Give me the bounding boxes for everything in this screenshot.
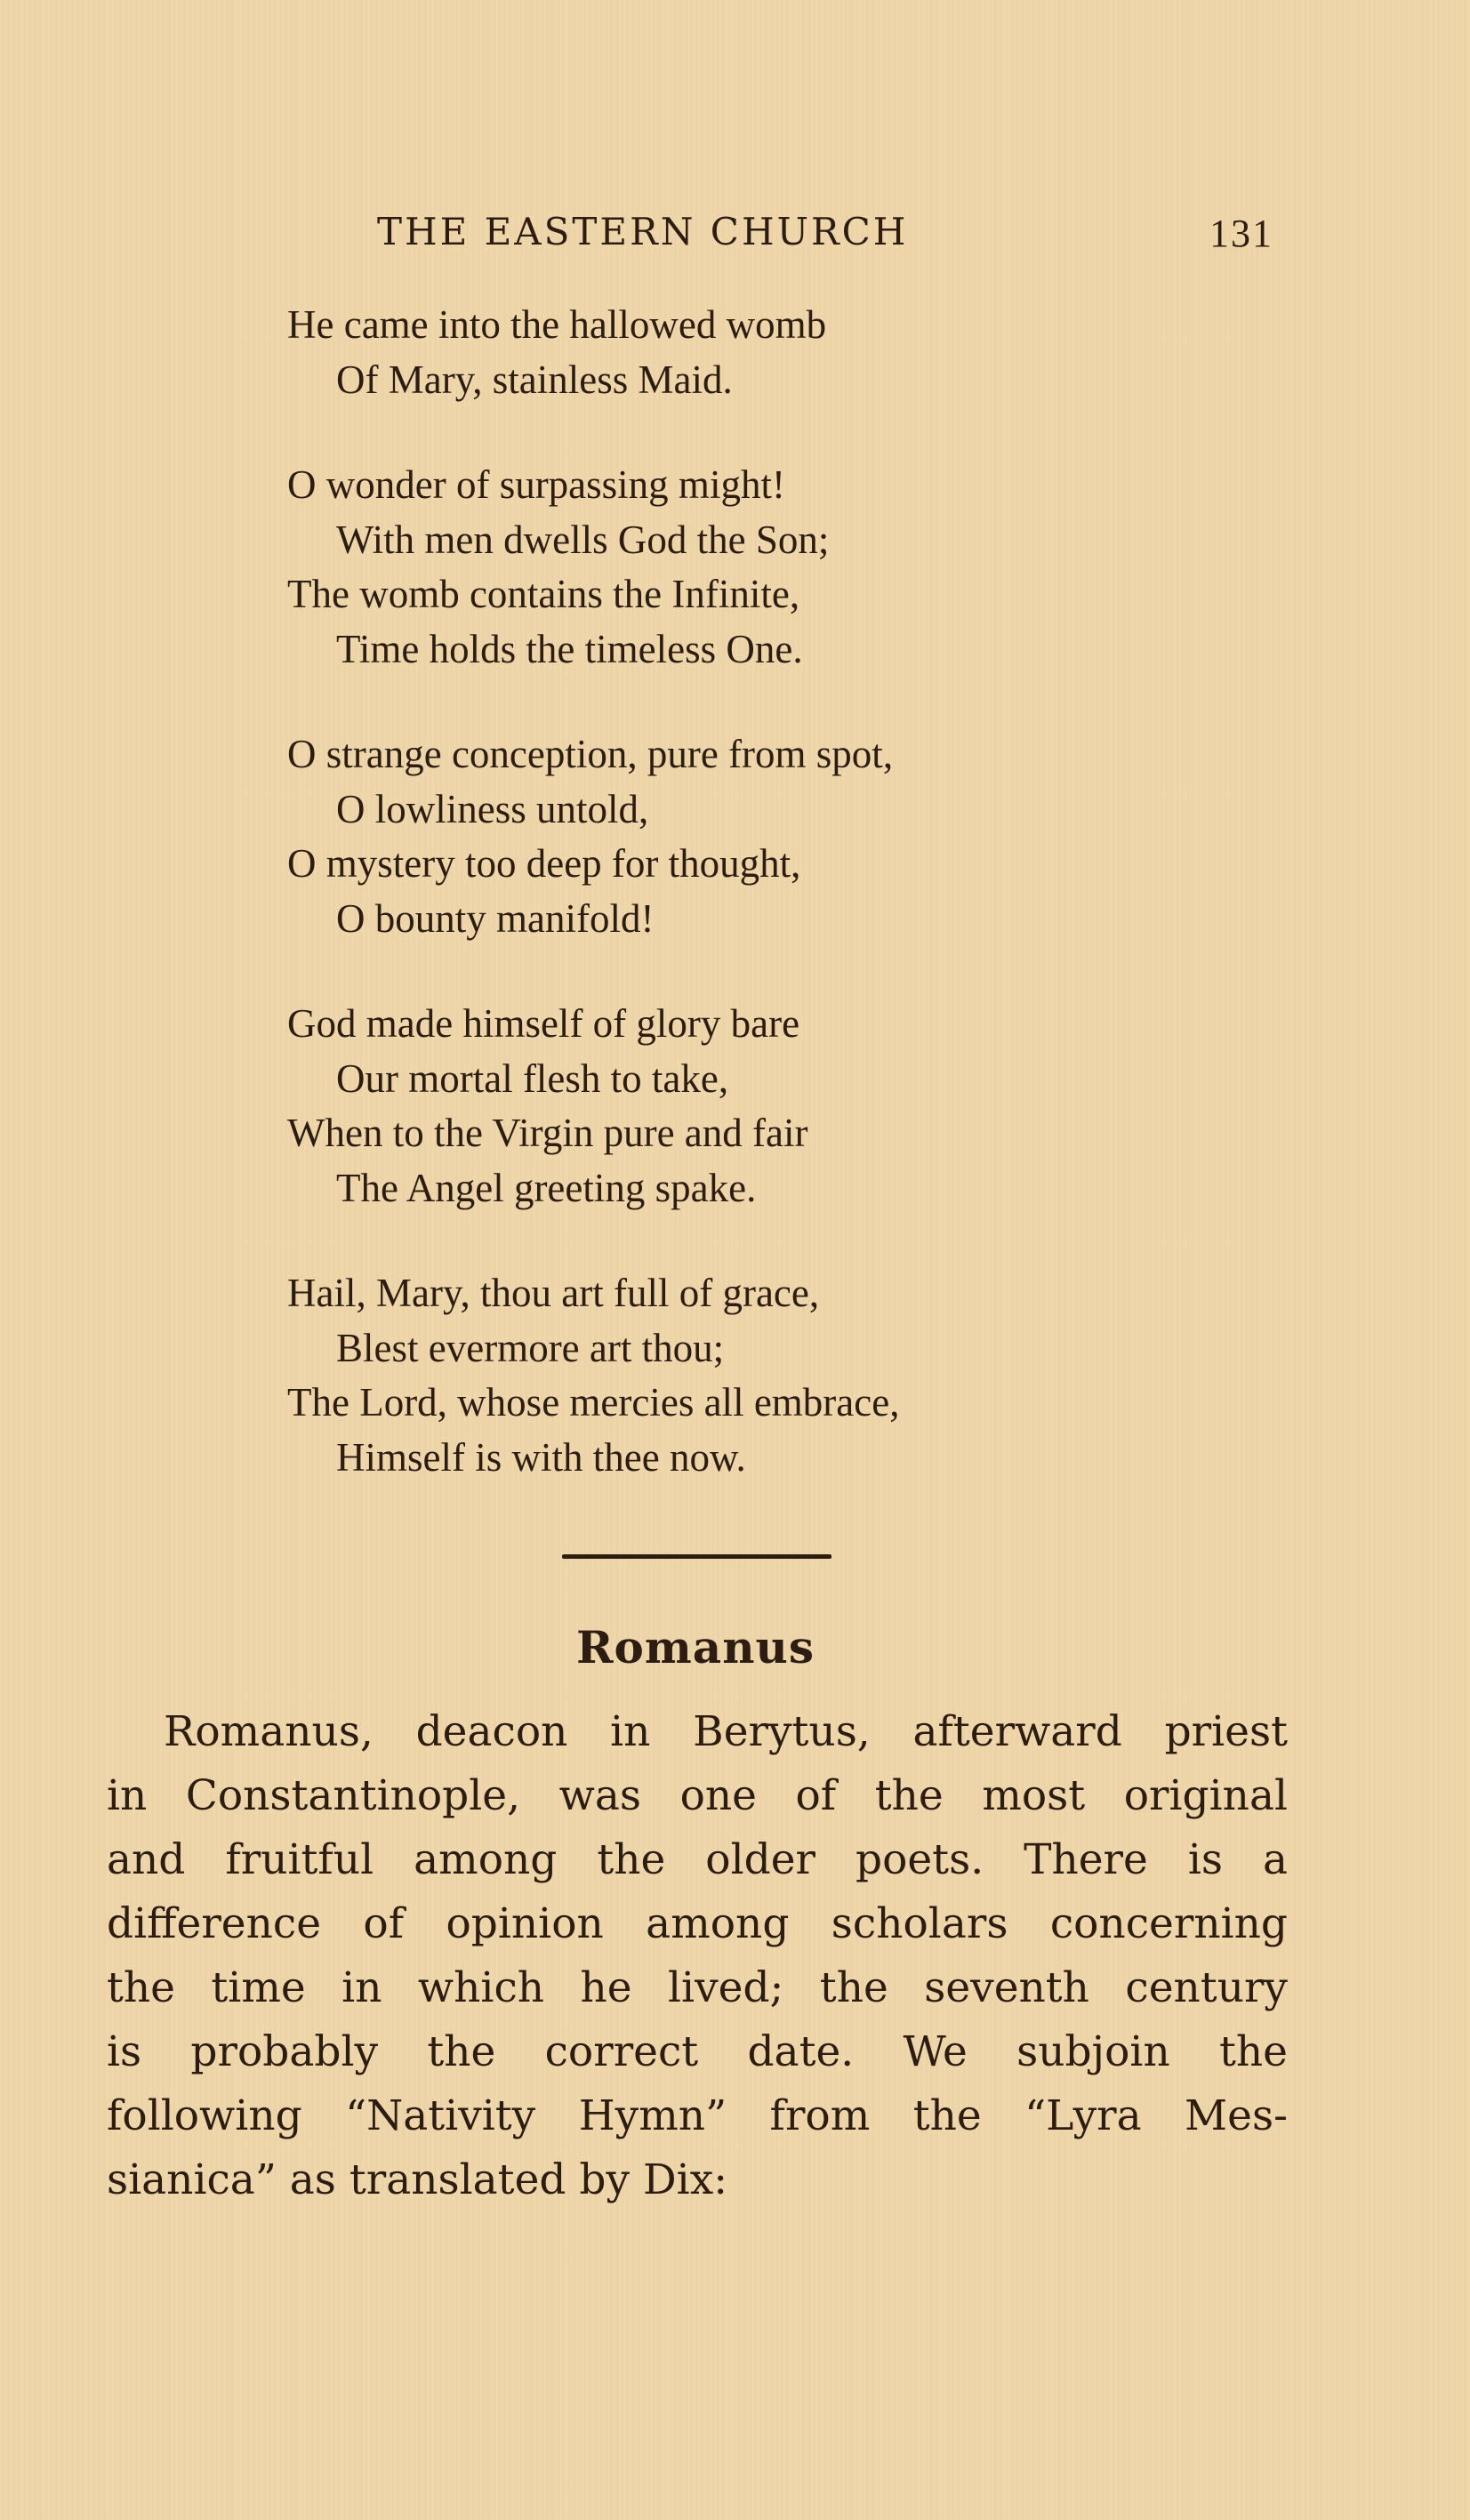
paragraph-line: Romanus, deacon in Berytus, afterward priest [164, 1707, 1288, 1756]
poem-line: O strange conception, pure from spot, [287, 732, 894, 776]
poem-line-indented: Blest evermore art thou; [336, 1325, 725, 1370]
poem-line: When to the Virgin pure and fair [287, 1111, 808, 1155]
poem-line-indented: Of Mary, stainless Maid. [336, 357, 733, 402]
poem-line: The womb contains the Infinite, [287, 572, 800, 616]
poem-line-indented: The Angel greeting spake. [336, 1165, 757, 1210]
stanza [287, 458, 899, 677]
paragraph-line: following “Nativity Hymn” from the “Lyra Mes- [107, 2091, 1288, 2140]
poem-line: O wonder of surpassing might! [287, 462, 785, 507]
paragraph-line: in Constantinople, was one of the most original [107, 1771, 1288, 1820]
poem-line-indented: O bounty manifold! [336, 895, 655, 941]
paragraph-line: the time in which he lived; the seventh century [107, 1963, 1288, 2012]
running-title: THE EASTERN CHURCH [377, 210, 909, 253]
paragraph-line: and fruitful among the older poets. There is a [107, 1835, 1288, 1884]
stanza [287, 1266, 899, 1485]
stanza [287, 997, 899, 1216]
paragraph-line: difference of opinion among scholars concerning [107, 1899, 1288, 1948]
poem-line: The Lord, whose mercies all embrace, [287, 1380, 900, 1425]
poem-line-indented: Our mortal flesh to take, [336, 1055, 729, 1101]
section-heading: Romanus [576, 1621, 815, 1673]
paragraph-line: sianica” as translated by Dix: [107, 2155, 728, 2204]
paragraph-line: is probably the correct date. We subjoin the [107, 2027, 1288, 2076]
poem-line-indented: With men dwells God the Son; [336, 517, 830, 562]
page-number: 131 [1209, 212, 1273, 255]
poem-line: God made himself of glory bare [287, 1001, 800, 1046]
section-divider-rule [562, 1554, 831, 1559]
poem-line-indented: Himself is with thee now. [336, 1434, 746, 1480]
stanza [287, 298, 899, 407]
poem [287, 298, 899, 1485]
stanza [287, 727, 899, 946]
poem-line-indented: O lowliness untold, [336, 786, 649, 831]
poem-line: Hail, Mary, thou art full of grace, [287, 1271, 820, 1315]
poem-line: O mystery too deep for thought, [287, 841, 801, 886]
poem-line: He came into the hallowed womb [287, 302, 827, 347]
body-paragraph [107, 1700, 1288, 2212]
poem-line-indented: Time holds the timeless One. [336, 626, 803, 671]
